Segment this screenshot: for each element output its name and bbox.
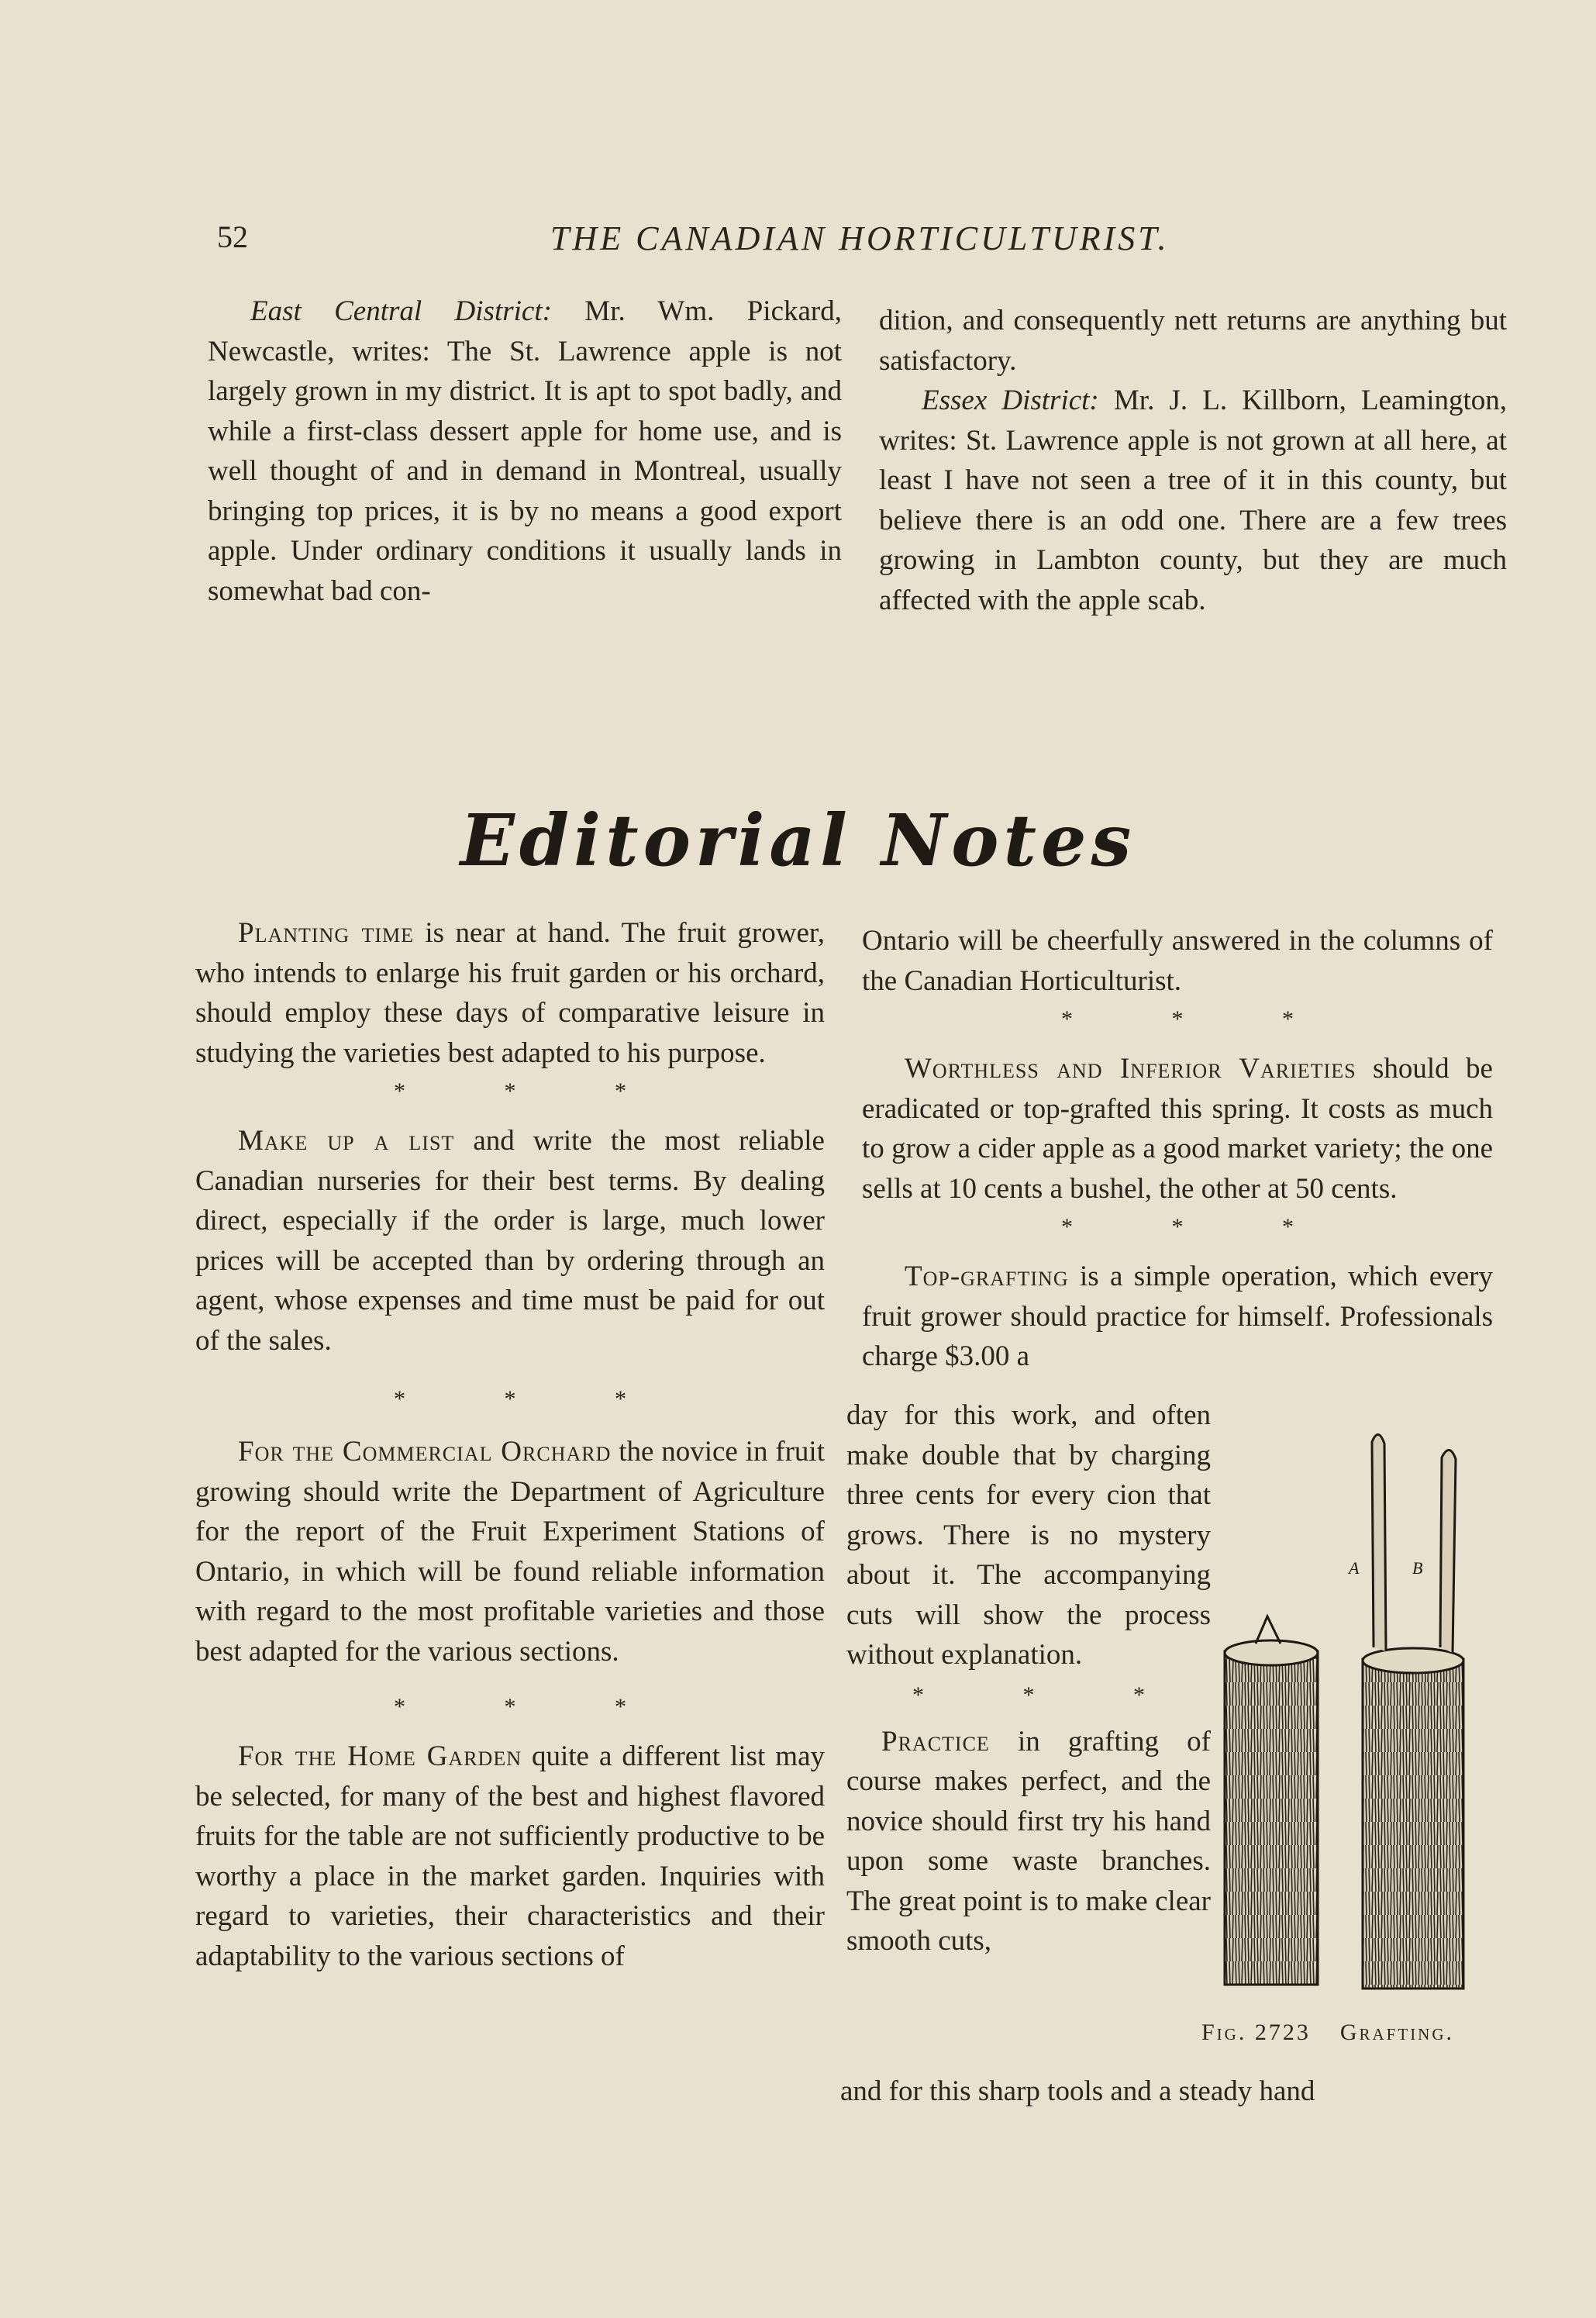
note-lead: Make up a list (238, 1125, 455, 1157)
top-left-column (208, 291, 842, 611)
figure-title: Grafting. (1339, 2020, 1455, 2045)
note-practice (846, 1722, 1211, 1961)
note-commercial-orchard (195, 1432, 825, 1671)
right-continuation: Ontario will be cheerfully answered in the columns of the Canadian Horticulturist. (862, 925, 1493, 997)
section-divider: * * * (1061, 1214, 1340, 1240)
page-header (217, 219, 1426, 265)
east-central-paragraph (208, 291, 842, 611)
section-divider: * * * (912, 1682, 1191, 1708)
east-central-body: Mr. Wm. Pickard, Newcastle, writes: The St. Lawrence apple is not largely grown in my district. It is apt to spot badly, and while a first-class dessert apple for home use, and is well thought of and in demand in Montreal, usually bringing top prices, it is by no means a good export apple. Under ordinary conditions it usually lands in somewhat bad con- (208, 295, 842, 607)
note-text: should be eradicated or top-grafted this spring. It costs as much to grow a cider apple as a good market variety; the one sells at 10 cents a bushel, the other at 50 cents. (862, 1053, 1493, 1205)
stock-left (1225, 1616, 1318, 1985)
east-central-district-label: East Central District: (250, 295, 552, 327)
practice-last-text: and for this sharp tools and a steady hand (840, 2075, 1315, 2107)
note-lead: For the Commercial Orchard (238, 1436, 612, 1468)
figure-number: Fig. 2723 (1201, 2020, 1311, 2045)
note-lead: Planting time (238, 917, 415, 949)
note-text: the novice in fruit growing should write the Department of Agriculture for the report of the Fruit Experiment Stations of Ontario, in which will be found reliable information with regard to the most profitable varieties and those best adapted for the various sections. (195, 1436, 825, 1668)
note-lead: For the Home Garden (238, 1740, 522, 1772)
stock-right (1363, 1434, 1463, 1989)
note-top-grafting-intro (862, 1257, 1493, 1377)
section-divider: * * * (394, 1386, 673, 1412)
note-text: and write the most reliable Canadian nurseries for their best terms. By dealing direct, especially if the order is large, much lower prices will be accepted than by ordering through an agent, whose expenses and time must be paid for out of the sales. (195, 1125, 825, 1357)
note-text: is a simple operation, which every fruit grower should practice for himself. Professionals charge $3.00 a (862, 1261, 1493, 1372)
note-lead: Practice (881, 1725, 990, 1757)
note-planting-time (195, 913, 825, 1073)
note-make-up-list (195, 1121, 825, 1361)
note-home-garden (195, 1737, 825, 1976)
essex-body: Mr. J. L. Killborn, Leamington, writes: St. Lawrence apple is not grown at all here, at least I have not seen a tree of it in this county, but believe there is an odd one. There are a few trees growing in Lambton county, but they are much affected with the apple scab. (879, 385, 1508, 616)
editorial-left-column (195, 913, 825, 1976)
note-text: is near at hand. The fruit grower, who intends to enlarge his fruit garden or his orchard, should employ these days of comparative leisure in studying the varieties best adapted to his purpose. (195, 917, 825, 1069)
note-text: in grafting of course makes perfect, and the novice should first try his hand upon some waste branches. The great point is to make clear smooth cuts, (846, 1725, 1211, 1957)
note-lead: Top-grafting (905, 1261, 1069, 1292)
top-grafting-continued: day for this work, and often make double that by charging three cents for every cion that grows. There is no mystery about it. The accompanying cuts will show the process without explanation. (846, 1399, 1211, 1671)
essex-paragraph (879, 381, 1507, 620)
practice-last-line (840, 2071, 1470, 2112)
essex-district-label: Essex District: (922, 385, 1099, 416)
figure-caption (1201, 2020, 1454, 2046)
note-text: quite a different list may be selected, for many of the best and highest flavored fruits for the table are not sufficiently productive to be worthy a place in the market garden. Inquiries with regard to varieties, their characteristics and their adaptability to the various sections of (195, 1740, 825, 1972)
page-number: 52 (217, 219, 248, 254)
note-lead: Worthless and Inferior Varieties (905, 1053, 1356, 1085)
section-divider: * * * (1061, 1006, 1340, 1032)
section-divider: * * * (394, 1694, 673, 1720)
section-divider: * * * (394, 1078, 673, 1104)
label-b: B (1412, 1558, 1423, 1578)
label-a: A (1349, 1558, 1360, 1578)
section-heading: Editorial Notes (460, 799, 1136, 882)
running-title: THE CANADIAN HORTICULTURIST. (550, 219, 1170, 257)
top-right-continuation: dition, and consequently nett returns are anything but satisfactory. (879, 305, 1507, 377)
note-worthless-varieties (862, 1049, 1493, 1209)
grafting-illustration (1209, 1426, 1504, 2016)
figure-side-text (846, 1395, 1211, 1961)
top-right-column (879, 301, 1507, 620)
editorial-right-column (862, 921, 1493, 1377)
